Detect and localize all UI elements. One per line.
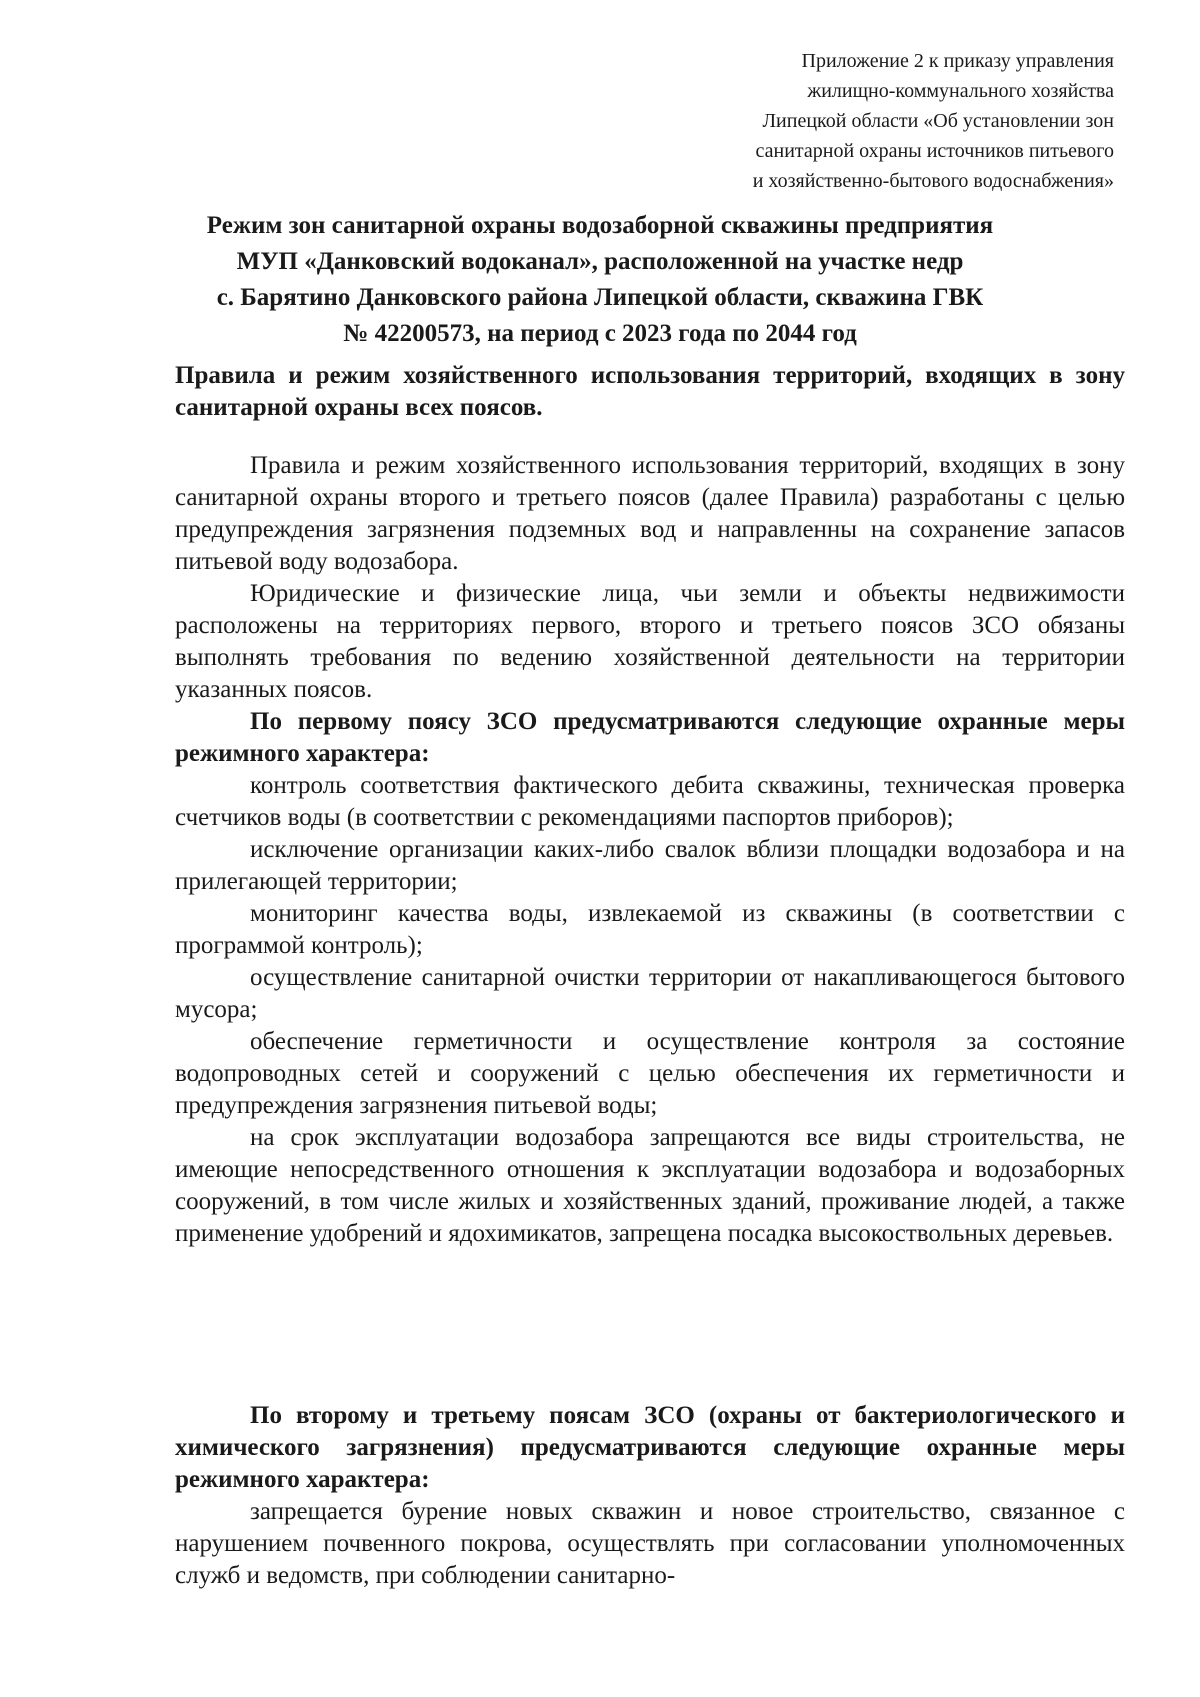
title-line: № 42200573, на период с 2023 года по 2044 год [343, 320, 857, 347]
belt1-item: на срок эксплуатации водозабора запрещаются все виды строительства, не имеющие непосредственного отношения к эксплуатации водозабора и водозаборных сооружений, в том числе жилых и хозяйственных зданий, проживание людей, а также применение удобрений и ядохимикатов, запрещена посадка высокоствольных деревьев. [175, 1124, 1125, 1247]
appendix-line: жилищно-коммунального хозяйства [807, 80, 1114, 102]
belt1-item: обеспечение герметичности и осуществление контроля за состояние водопроводных сетей и сооружений с целью обеспечения их герметичности и предупреждения загрязнения питьевой воды; [175, 1028, 1125, 1119]
intro-paragraph: Юридические и физические лица, чьи земли и объекты недвижимости расположены на территориях первого, второго и третьего поясов ЗСО обязаны выполнять требования по ведению хозяйственной деятельности на территории указанных поясов. [175, 580, 1125, 703]
title-line: Режим зон санитарной охраны водозаборной скважины предприятия [206, 212, 994, 239]
appendix-note [594, 46, 1114, 196]
intro-block [175, 450, 1125, 1250]
belt1-item: осуществление санитарной очистки территории от накапливающегося бытового мусора; [175, 964, 1125, 1023]
belt1-item: мониторинг качества воды, извлекаемой из скважины (в соответствии с программой контроль); [175, 900, 1125, 959]
belt23-block [175, 1400, 1125, 1592]
belt23-item: запрещается бурение новых скважин и новое строительство, связанное с нарушением почвенного покрова, осуществлять при согласовании уполномоченных служб и ведомств, при соблюдении санитарно- [175, 1498, 1125, 1589]
intro-paragraph: Правила и режим хозяйственного использования территорий, входящих в зону санитарной охраны второго и третьего поясов (далее Правила) разработаны с целью предупреждения загрязнения подземных вод и направленны на сохранение запасов питьевой воду водозабора. [175, 452, 1125, 575]
appendix-line: Приложение 2 к приказу управления [801, 50, 1114, 72]
appendix-line: санитарной охраны источников питьевого [755, 140, 1114, 162]
belt1-item: контроль соответствия фактического дебита скважины, техническая проверка счетчиков воды (в соответствии с рекомендациями паспортов приборов); [175, 772, 1125, 831]
belt1-item: исключение организации каких-либо свалок вблизи площадки водозабора и на прилегающей территории; [175, 836, 1125, 895]
appendix-line: Липецкой области «Об установлении зон [762, 110, 1114, 132]
appendix-line: и хозяйственно-бытового водоснабжения» [752, 170, 1114, 192]
document-title [150, 208, 1050, 352]
belt1-heading: По первому поясу ЗСО предусматриваются следующие охранные меры режимного характера: [175, 708, 1125, 767]
rules-heading: Правила и режим хозяйственного использования территорий, входящих в зону санитарной охраны всех поясов. [175, 362, 1125, 421]
title-line: с. Барятино Данковского района Липецкой области, скважина ГВК [216, 284, 984, 311]
belt23-heading: По второму и третьему поясам ЗСО (охраны от бактериологического и химического загрязнения) предусматриваются следующие охранные меры режимного характера: [175, 1402, 1125, 1493]
title-line: МУП «Данковский водоканал», расположенной на участке недр [236, 248, 964, 275]
